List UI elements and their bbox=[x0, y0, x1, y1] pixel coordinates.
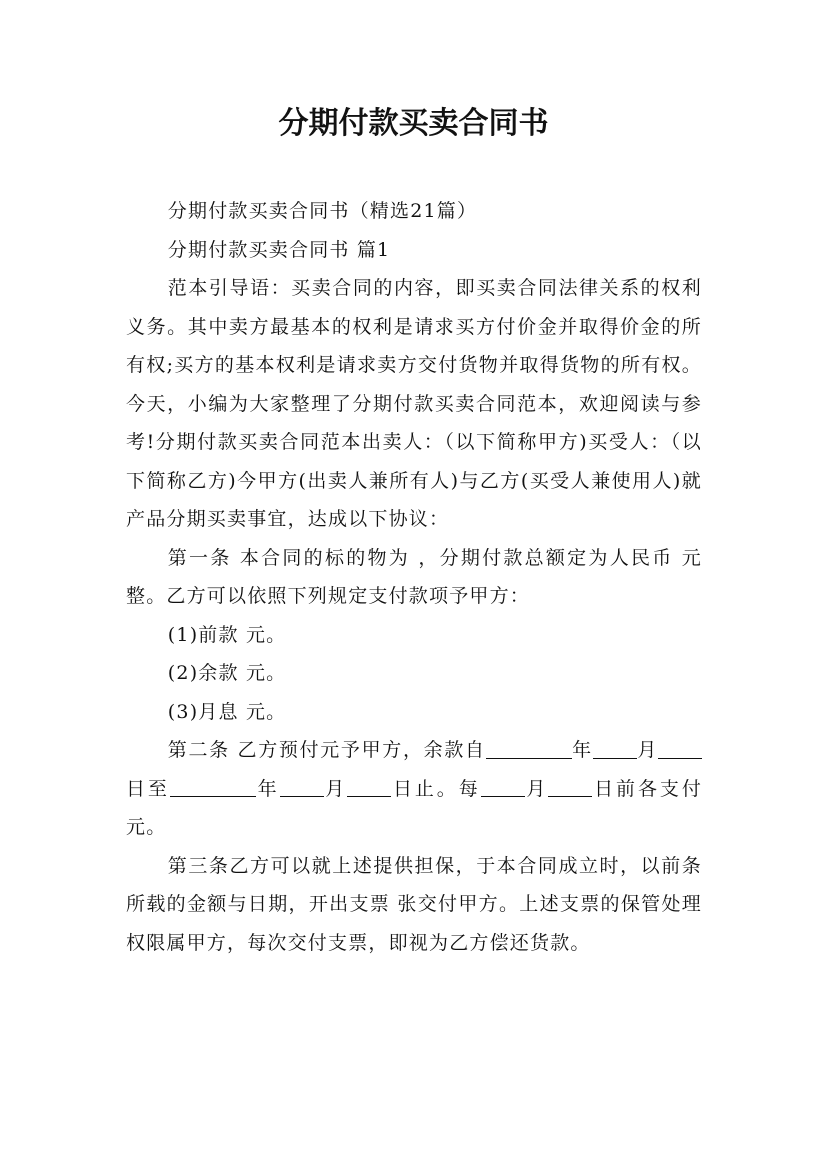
blank-line bbox=[481, 776, 525, 797]
article-2-text-2: 年 bbox=[571, 739, 593, 761]
document-body bbox=[126, 192, 702, 962]
payment-item-3: (3)月息 元。 bbox=[167, 700, 287, 723]
article-2-text-9: 日前各支付 元。 bbox=[126, 777, 703, 838]
blank-line bbox=[593, 738, 637, 759]
article-2-text-8: 月 bbox=[524, 777, 549, 800]
blank-line bbox=[548, 776, 592, 797]
blank-line bbox=[347, 776, 391, 797]
article-2-text-4: 日至 bbox=[126, 777, 170, 800]
article-2-text-5: 年 bbox=[255, 777, 280, 800]
document-title: 分期付款买卖合同书 bbox=[278, 106, 549, 141]
article-2 bbox=[126, 731, 702, 847]
payment-item-2: (2)余款 元。 bbox=[167, 662, 287, 684]
intro-paragraph: 范本引导语：买卖合同的内容，即买卖合同法律关系的权利义务。其中卖方最基本的权利是请求买方付价金并取得价金的所有权;买方的基本权利是请求卖方交付货物并取得货物的所有权。今天，小编为大家整理了分期付款买卖合同范本，欢迎阅读与参考!分期付款买卖合同范本出卖人：（以下简称甲方)买受人：（以下简称乙方)今甲方(出卖人兼所有人)与乙方(买受人兼使用人)就产品分期买卖事宜，达成以下协议： bbox=[126, 277, 702, 530]
blank-line bbox=[280, 776, 324, 797]
article-3: 第三条乙方可以就上述提供担保，于本合同成立时，以前条所载的金额与日期，开出支票 张交付甲方。上述支票的保管处理权限属甲方，每次交付支票，即视为乙方偿还货款。 bbox=[126, 854, 702, 954]
blank-line bbox=[170, 776, 256, 797]
blank-line bbox=[486, 738, 572, 759]
article-2-text-7: 日止。每 bbox=[391, 777, 481, 800]
part-heading: 分期付款买卖合同书 篇1 bbox=[167, 238, 391, 261]
subtitle: 分期付款买卖合同书（精选21篇） bbox=[167, 200, 478, 222]
blank-line bbox=[658, 738, 702, 759]
article-2-text-6: 月 bbox=[323, 777, 348, 800]
payment-item-1: (1)前款 元。 bbox=[167, 623, 287, 646]
article-2-text-3: 月 bbox=[636, 739, 658, 761]
article-1: 第一条 本合同的标的物为 ，分期付款总额定为人民币 元整。乙方可以依照下列规定支付款项予甲方： bbox=[126, 546, 702, 607]
article-2-text-1: 第二条 乙方预付元予甲方，余款自 bbox=[167, 739, 486, 761]
